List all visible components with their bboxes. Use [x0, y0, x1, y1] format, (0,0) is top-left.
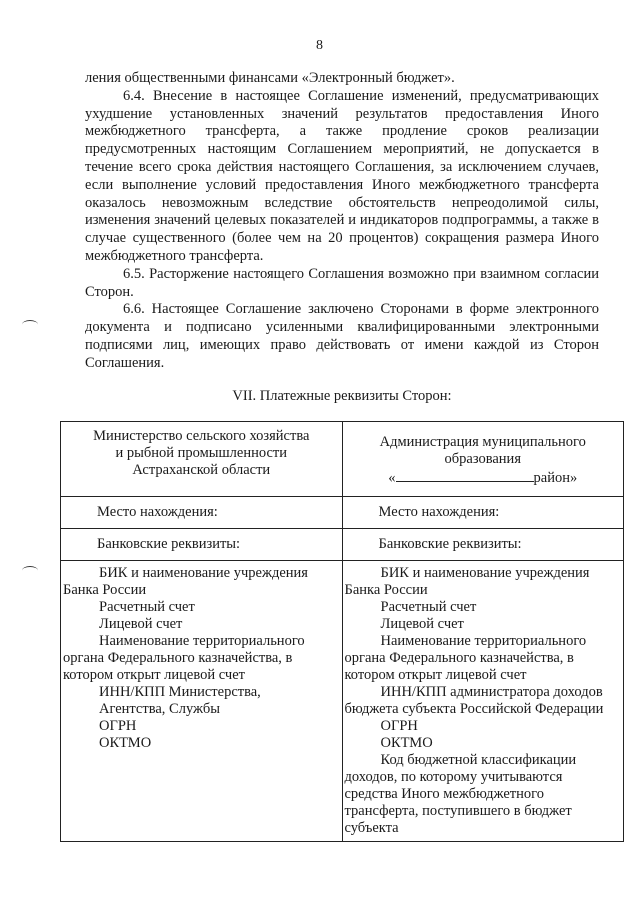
ministry-name-line: и рыбной промышленности [115, 445, 288, 461]
oktmo-text: ОКТМО [380, 735, 433, 751]
personal-account-text: Лицевой счет [99, 616, 183, 632]
inn-text-2: Агентства, Службы [99, 701, 220, 717]
treasury-text: Наименование территориального органа Федерального казначейства, в котором открыт лицевой счет [344, 633, 587, 683]
left-location-label: Место нахождения: [61, 497, 343, 529]
account-text: Расчетный счет [380, 599, 477, 615]
district-blank [396, 468, 534, 482]
paragraph-continuation: ления общественными финансами «Электронный бюджет». [85, 70, 455, 86]
inn-text: ИНН/КПП администратора доходов бюджета субъекта Российской Федерации [344, 684, 604, 717]
margin-mark [22, 320, 38, 329]
document-body [85, 70, 599, 373]
ministry-name-line: Министерство сельского хозяйства [93, 428, 310, 444]
oktmo-text: ОКТМО [99, 735, 152, 751]
district-line: « район» [388, 470, 578, 486]
ministry-name-line: Астраханской области [132, 462, 271, 478]
administration-name-line: образования [444, 451, 521, 467]
bik-text: БИК и наименование учреждения Банка России [344, 565, 590, 598]
bik-text: БИК и наименование учреждения Банка России [63, 565, 308, 598]
ministry-header-cell [61, 422, 343, 497]
kbk-text: Код бюджетной классификации доходов, по которому учитываются средства Иного межбюджетного трансферта, поступившего в бюджет субъекта [344, 752, 577, 836]
left-bank-label: Банковские реквизиты: [61, 529, 343, 561]
section-title: VII. Платежные реквизиты Сторон: [232, 388, 452, 404]
paragraph-6-6: 6.6. Настоящее Соглашение заключено Сторонами в форме электронного документа и подписано усиленными квалифицированными электронными подписями лиц, имеющих право действовать от имени каждой из Сторон Соглашения. [85, 301, 599, 371]
ogrn-text: ОГРН [380, 718, 418, 734]
margin-mark [22, 566, 38, 575]
paragraph-6-5: 6.5. Расторжение настоящего Соглашения возможно при взаимном согласии Сторон. [85, 265, 599, 300]
paragraph-6-4: 6.4. Внесение в настоящее Соглашение изменений, предусматривающих ухудшение установленных значений результатов предоставления Иного межбюджетного трансферта, а также продление сроков реализации предусмотренных настоящим Соглашением мероприятий, не допускается в течение всего срока действия настоящего Соглашения, за исключением случаев, если выполнение условий предоставления Иного межбюджетного трансферта оказалось невозможным вследствие обстоятельств непреодолимой силы, изменения значений целевых показателей и индикаторов подпрограммы, а также в случае существенного (более чем на 20 процентов) сокращения размера Иного межбюджетного трансферта. [85, 87, 599, 264]
ministry-details-cell [61, 561, 343, 842]
personal-account-text: Лицевой счет [380, 616, 464, 632]
account-text: Расчетный счет [99, 599, 195, 615]
right-location-label: Место нахождения: [342, 497, 624, 529]
inn-text: ИНН/КПП Министерства, [99, 684, 261, 700]
administration-details-cell [342, 561, 624, 842]
treasury-text: Наименование территориального органа Федерального казначейства, в котором открыт лицевой счет [63, 633, 305, 683]
administration-name-line: Администрация муниципального [379, 434, 586, 450]
administration-header-cell [342, 422, 624, 497]
ogrn-text: ОГРН [99, 718, 137, 734]
payment-details-table [60, 421, 624, 842]
right-bank-label: Банковские реквизиты: [342, 529, 624, 561]
page-number: 8 [316, 38, 323, 53]
